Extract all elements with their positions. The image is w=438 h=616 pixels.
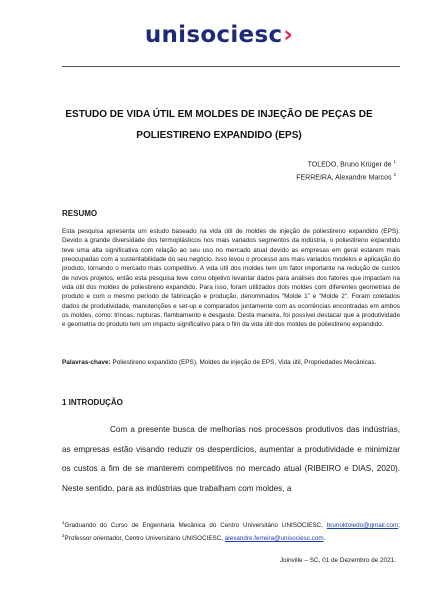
keywords xyxy=(62,358,400,367)
author-1-note: 1 xyxy=(393,159,396,164)
header-divider xyxy=(62,66,400,67)
title-line-1: ESTUDO DE VIDA ÚTIL EM MOLDES DE INJEÇÃO DE PEÇAS DE xyxy=(65,109,373,120)
keywords-label: Palavras-chave: xyxy=(62,359,111,366)
place-date: Joinville – SC, 01 de Dezembro de 2021. xyxy=(279,557,396,564)
footnote-1-mark: 1 xyxy=(62,520,65,525)
footnote-email-2-link[interactable]: alexandre.ferreira@unisociesc.com xyxy=(224,534,324,542)
logo-chevron-icon: › xyxy=(283,22,294,48)
author-2-name: FERREIRA, Alexandre Marcos xyxy=(296,174,392,182)
author-list xyxy=(296,157,396,184)
footnote-2-mark: 2 xyxy=(62,532,65,538)
introduction-paragraph: Com a presente busca de melhorias nos processos produtivos das indústrias, as empresas estão visando reduzir os desperdícios, aumentar a produtividade e minimizar os custos a fim de se manterem competitivos no mercado atual (RIBEIRO e DIAS, 2020). Neste sentido, para as indústrias que trabalham com moldes, a xyxy=(62,425,400,493)
introduction-heading: 1 INTRODUÇÃO xyxy=(62,398,123,407)
footnote-end: . xyxy=(323,534,326,542)
keywords-text: Poliestireno expandido (EPS), Moldes de injeção de EPS, Vida útil, Propriedades Mecânicas. xyxy=(112,359,377,366)
abstract-text: Esta pesquisa apresenta um estudo baseado na vida útil de moldes de injeção de poliestireno expandido (EPS). Devido a grande diversidade dos termoplásticos nos mais variados segmentos da indústria, o poliestireno expandido teve uma alta significativa com relação ao seu uso no mercado atual devido as empresas em geral estarem mais preocupadas com a sustentabilidade do seu negócio. Isso levou o processo aos mais variados modelos e aplicação do produto, tornando o mercado mais competitivo. A vida útil dos moldes tem um fator importante na redução de custos de novos projetos, então esta pesquisa teve como objetivo levantar dados para análises dos fatores que impactam na vida útil dos moldes de poliestireno expandido. Para isso, foram utilizados dois moldes com diferentes geometrias de produto e com o mesmo período de fabricação e produção, denominados "Molde 1" e "Molde 2". Foram coletados dados de produtividade, manutenções e set-up e comparados juntamente com as ocorrências encontradas em ambos os moldes, como: trincas, rupturas, flambamento e desgaste. Desta maneira, foi possível destacar que a produtividade e geometria do produto tem um impacto significativo para o fim da vida útil dos moldes de poliestireno expandido. xyxy=(62,228,400,329)
author-2-note: 2 xyxy=(393,172,396,178)
footnote-email-1-link[interactable]: brunoktoledo@gmail.com xyxy=(326,522,399,530)
paper-title xyxy=(40,104,398,146)
abstract-heading: RESUMO xyxy=(62,209,98,218)
author-2 xyxy=(296,170,396,183)
title-line-2: POLIESTIRENO EXPANDIDO (EPS) xyxy=(136,130,302,141)
footnote: $^1$Graduando do Curso de Engenharia Mecânica do Centro Universitário UNISOCIESC, brunoktoledo@gmail.com; $^2$Professor orientador, Centro Universitário UNISOCIESC, alexandre.ferreira@unisociesc.com. xyxy=(62,520,401,542)
footnote-2-text: Professor orientador, Centro Universitário UNISOCIESC, xyxy=(64,534,224,542)
author-1-name: TOLEDO, Bruno Krüger de xyxy=(307,161,392,169)
logo-text: unisociesc xyxy=(144,22,283,48)
author-1 xyxy=(296,157,396,170)
introduction-text xyxy=(62,420,400,498)
unisociesc-logo xyxy=(0,22,438,48)
footnote-1-text: Graduando do Curso de Engenharia Mecânica do Centro Universitário UNISOCIESC, xyxy=(64,522,323,530)
